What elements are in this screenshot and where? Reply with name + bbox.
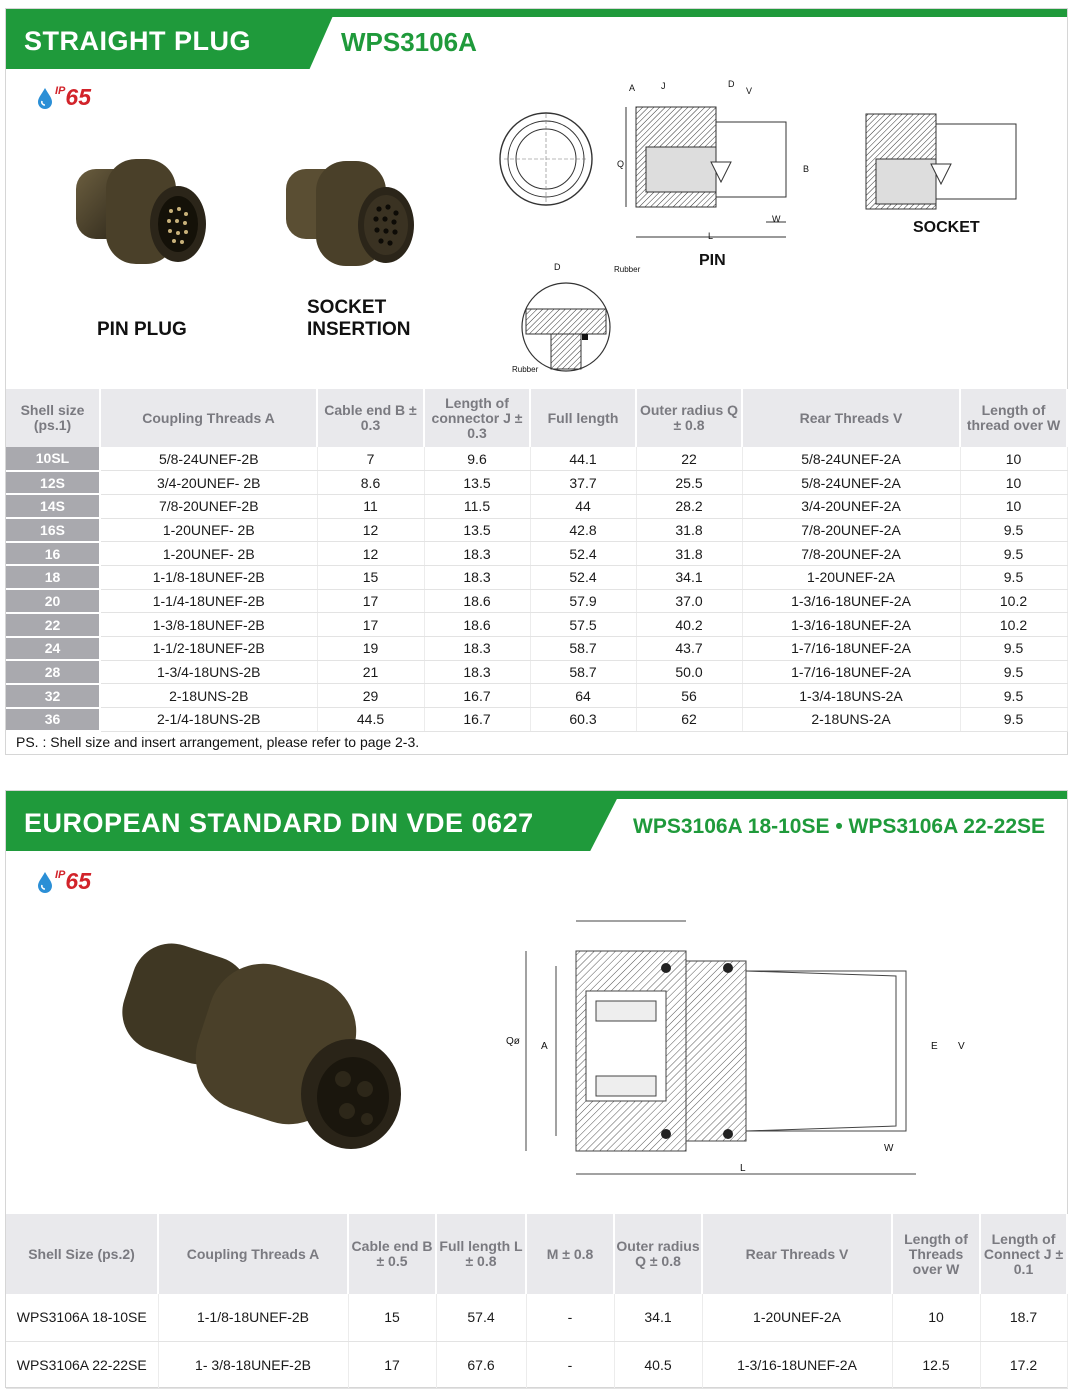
- header-shell-size: Shell size (ps.1): [6, 389, 100, 447]
- din-connector-photo: [121, 929, 411, 1159]
- water-drop-icon: [36, 871, 54, 893]
- header-m: M ± 0.8: [526, 1214, 614, 1294]
- din-vde-section: [5, 790, 1068, 1388]
- socket-drawing-label: SOCKET: [913, 219, 980, 236]
- header-length-connector: Length of connector J ± 0.3: [424, 389, 530, 447]
- table-row: 36 2-1/4-18UNS-2B 44.5 16.7 60.3 62 2-18UNS-2A 9.5: [6, 708, 1067, 732]
- header-rear-threads: Rear Threads V: [742, 389, 960, 447]
- table-row: 12S 3/4-20UNEF- 2B 8.6 13.5 37.7 25.5 5/8-24UNEF-2A 10: [6, 471, 1067, 495]
- header-outer-radius: Outer radius Q ± 0.8: [614, 1214, 702, 1294]
- table-row: 16S 1-20UNEF- 2B 12 13.5 42.8 31.8 7/8-20UNEF-2A 9.5: [6, 518, 1067, 542]
- socket-insertion-photo: [276, 139, 416, 279]
- header-coupling-threads: Coupling Threads A: [100, 389, 317, 447]
- table-row: 28 1-3/4-18UNS-2B 21 18.3 58.7 50.0 1-7/16-18UNEF-2A 9.5: [6, 660, 1067, 684]
- table-row: 18 1-1/8-18UNEF-2B 15 18.3 52.4 34.1 1-20UNEF-2A 9.5: [6, 565, 1067, 589]
- header-length-thread-w: Length of thread over W: [960, 389, 1067, 447]
- model-number: WPS3106A: [341, 27, 477, 57]
- header-shell-size: Shell Size (ps.2): [6, 1214, 158, 1294]
- dim-q: Qø: [506, 1036, 520, 1047]
- header-outer-radius: Outer radius Q ± 0.8: [636, 389, 742, 447]
- din-cross-section-drawing: [516, 916, 936, 1186]
- table-row: 14S 7/8-20UNEF-2B 11 11.5 44 28.2 3/4-20UNEF-2A 10: [6, 494, 1067, 518]
- pin-plug-photo: [66, 139, 206, 279]
- pin-side-drawing: [616, 77, 816, 247]
- ip65-logo: [36, 85, 91, 109]
- header-length-connect-j: Length of Connect J ± 0.1: [980, 1214, 1067, 1294]
- straight-plug-section: [5, 8, 1068, 755]
- section-banner: [6, 9, 1067, 69]
- section-title: STRAIGHT PLUG: [24, 26, 251, 56]
- dim-w: W: [884, 1143, 894, 1154]
- rubber-label-top: Rubber: [614, 265, 641, 274]
- pin-drawing-label: PIN: [699, 252, 726, 269]
- dim-v: V: [958, 1041, 965, 1052]
- ip-rating: 65: [65, 84, 91, 110]
- dim-q: Q: [617, 159, 625, 169]
- header-rear-threads: Rear Threads V: [702, 1214, 892, 1294]
- dim-l: L: [708, 231, 714, 241]
- section-banner: [6, 791, 1067, 851]
- dim-e: E: [931, 1041, 938, 1052]
- table-row: 10SL 5/8-24UNEF-2B 7 9.6 44.1 22 5/8-24UNEF-2A 10: [6, 447, 1067, 471]
- table-row: 20 1-1/4-18UNEF-2B 17 18.6 57.9 37.0 1-3/16-18UNEF-2A 10.2: [6, 589, 1067, 613]
- header-length-threads-w: Length of Threads over W: [892, 1214, 980, 1294]
- dim-w: W: [772, 214, 781, 224]
- ip-label: IP: [55, 869, 66, 881]
- rubber-label-bottom: Rubber: [512, 365, 539, 374]
- table-row: 22 1-3/8-18UNEF-2B 17 18.6 57.5 40.2 1-3/16-18UNEF-2A 10.2: [6, 613, 1067, 637]
- dim-l: L: [740, 1163, 746, 1174]
- socket-side-drawing: [861, 104, 1031, 219]
- header-full-length: Full length: [530, 389, 636, 447]
- straight-plug-spec-table: [6, 389, 1068, 732]
- front-view-drawing: [496, 104, 606, 224]
- table-row: 32 2-18UNS-2B 29 16.7 64 56 1-3/4-18UNS-2A 9.5: [6, 684, 1067, 708]
- table-footnote: PS. : Shell size and insert arrangement, please refer to page 2-3.: [16, 734, 420, 750]
- model-number: WPS3106A 18-10SE • WPS3106A 22-22SE: [633, 815, 1046, 838]
- detail-d-label: D: [554, 262, 561, 272]
- socket-insertion-label-1: SOCKET: [307, 297, 387, 318]
- table-header-row: [6, 1214, 1067, 1294]
- table-row: WPS3106A 18-10SE 1-1/8-18UNEF-2B 15 57.4 - 34.1 1-20UNEF-2A 10 18.7: [6, 1294, 1067, 1341]
- pin-plug-label: PIN PLUG: [97, 319, 187, 340]
- dim-b: B: [803, 164, 810, 174]
- section-title: EUROPEAN STANDARD DIN VDE 0627: [24, 808, 534, 838]
- water-drop-icon: [36, 87, 54, 109]
- header-cable-end: Cable end B ± 0.3: [317, 389, 424, 447]
- dim-a: A: [629, 83, 636, 93]
- din-spec-table: [6, 1214, 1068, 1389]
- ip-rating: 65: [65, 868, 91, 894]
- ip-label: IP: [55, 85, 66, 97]
- table-header-row: [6, 389, 1067, 447]
- header-full-length: Full length L ± 0.8: [436, 1214, 526, 1294]
- socket-insertion-label-2: INSERTION: [307, 319, 411, 340]
- dim-d: D: [728, 79, 735, 89]
- dim-a: A: [541, 1041, 548, 1052]
- table-row: 24 1-1/2-18UNEF-2B 19 18.3 58.7 43.7 1-7/16-18UNEF-2A 9.5: [6, 637, 1067, 661]
- rubber-detail-drawing: [516, 279, 616, 374]
- header-cable-end: Cable end B ± 0.5: [348, 1214, 436, 1294]
- dim-j: J: [661, 81, 666, 91]
- ip65-logo: [36, 869, 91, 893]
- dim-v: V: [746, 86, 753, 96]
- table-row: 16 1-20UNEF- 2B 12 18.3 52.4 31.8 7/8-20UNEF-2A 9.5: [6, 542, 1067, 566]
- header-coupling-threads: Coupling Threads A: [158, 1214, 348, 1294]
- table-row: WPS3106A 22-22SE 1- 3/8-18UNEF-2B 17 67.6 - 40.5 1-3/16-18UNEF-2A 12.5 17.2: [6, 1341, 1067, 1388]
